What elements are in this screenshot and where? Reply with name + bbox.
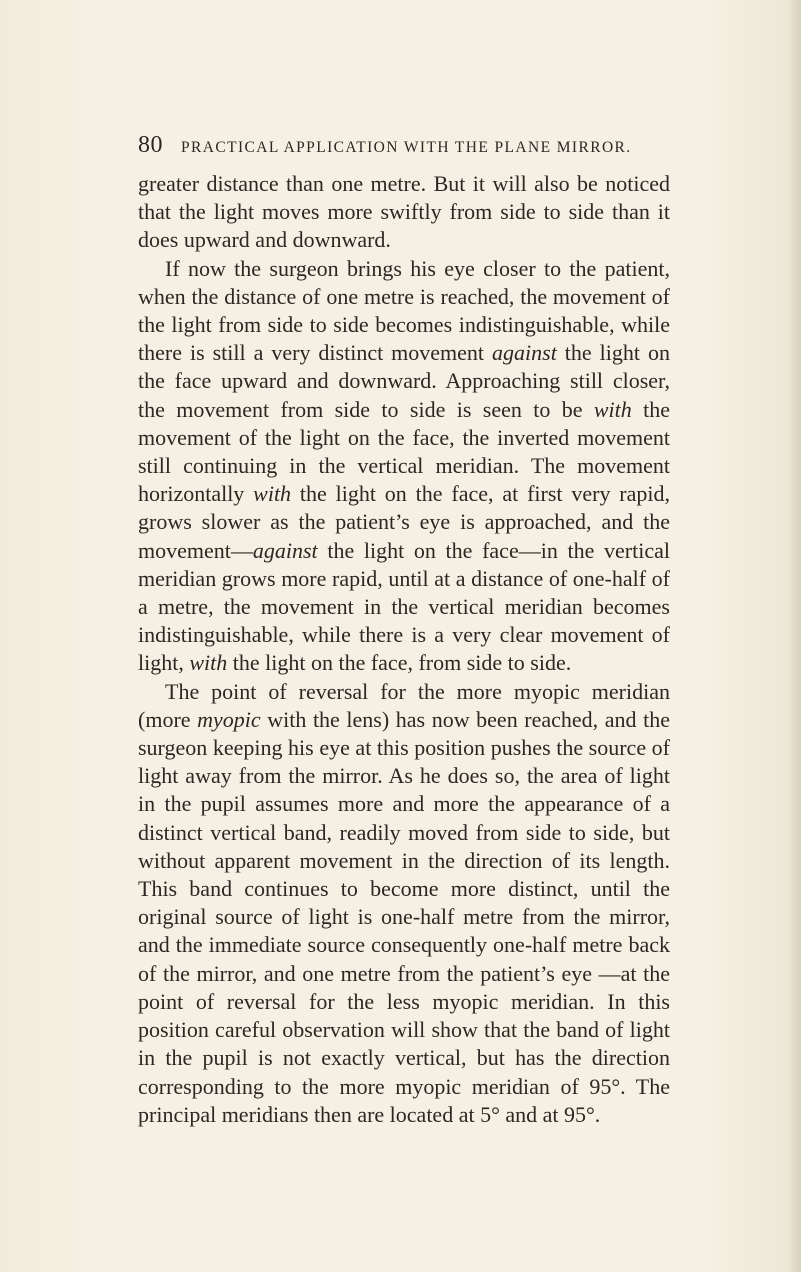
paragraph-2-italic-with-2: with <box>253 481 292 507</box>
paragraph-2-text-4: the light on the face, at first very rapid, grows slower as the patient’s eye is approached, and the movement— <box>138 481 670 563</box>
paragraph-2-text-2: the light on the face upward and downward. Approaching still closer, the movement from side to side is seen to be <box>138 340 670 422</box>
running-title: PRACTICAL APPLICATION WITH THE PLANE MIRROR. <box>181 139 632 156</box>
paragraph-2 <box>138 255 670 678</box>
body-text <box>138 170 670 1129</box>
paragraph-2-text-6: the light on the face, from side to side. <box>227 650 572 676</box>
running-head <box>138 132 678 166</box>
page-number: 80 <box>138 132 163 158</box>
paragraph-1-text: greater distance than one metre. But it will also be noticed that the light moves more swiftly from side to side than it does upward and downward. <box>138 171 670 253</box>
paragraph-2-text-1: If now the surgeon brings his eye closer to the patient, when the distance of one metre is reached, the movement of the light from side to side becomes indistinguishable, while there is still a very distinct movement <box>138 255 670 366</box>
paragraph-3-text-2: with the lens) has now been reached, and the surgeon keeping his eye at this position pushes the source of light away from the mirror. As he does so, the area of light in the pupil assumes more and more the appearance of a distinct vertical band, readily moved from side to side, but without apparent movement in the direction of its length. This band continues to become more distinct, until the original source of light is one-half metre from the mirror, and the immediate source consequently one-half metre back of the mirror, and one metre from the patient’s eye —at the point of reversal for the less myopic meridian. In this position careful observation will show that the band of light in the pupil is not exactly vertical, but has the direction corresponding to the more myopic meridian of 95°. The principal meridians then are located at 5° and at 95°. <box>138 706 670 1127</box>
paragraph-2-italic-with-3: with <box>189 650 228 676</box>
paragraph-2-italic-against-2: against <box>252 537 318 563</box>
paragraph-2-text-5: the light on the face—in the vertical meridian grows more rapid, until at a distance of one-half of a metre, the movement in the vertical meridian becomes indistinguishable, while there is a very clear movement of light, <box>138 537 670 676</box>
page-edge-shadow <box>787 0 801 1272</box>
paragraph-2-italic-with-1: with <box>593 396 632 422</box>
paragraph-1 <box>138 170 670 255</box>
paragraph-3 <box>138 678 670 1129</box>
paragraph-2-italic-against-1: against <box>492 340 557 366</box>
paragraph-3-text-1: The point of reversal for the more myopic meridian (more <box>138 678 670 732</box>
paragraph-2-text-3: the movement of the light on the face, the inverted movement still continuing in the vertical meridian. The movement horizontally <box>138 396 670 507</box>
paragraph-3-italic-myopic: myopic <box>197 706 261 732</box>
